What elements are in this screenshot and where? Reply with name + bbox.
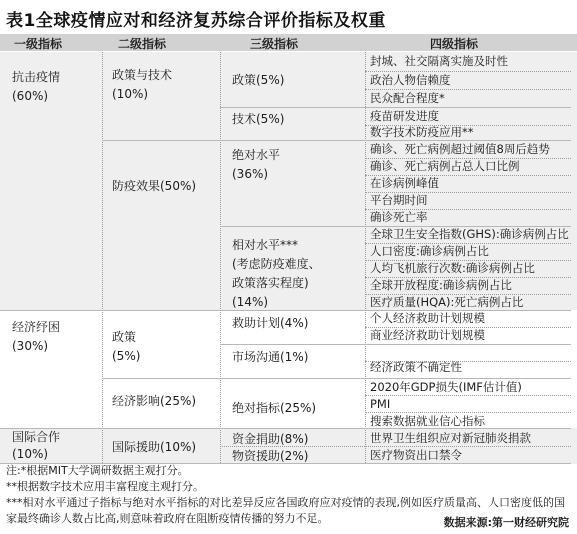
level3-cell: 绝对水平 (36%) bbox=[232, 148, 281, 181]
level4-cell: 经济政策不确定性 bbox=[370, 360, 462, 374]
level4-cell: 医疗质量(HQA):死亡病例占比 bbox=[370, 295, 524, 309]
header-level2: 二级指标 bbox=[118, 37, 167, 51]
level3-cell: 相对水平*** (考虑防疫难度、 政策落实程度) (14%) bbox=[232, 238, 321, 309]
level4-cell: 数字技术防疫应用** bbox=[370, 125, 474, 139]
level3-cell: 政策(5%) bbox=[232, 73, 285, 87]
level3-cell: 市场沟通(1%) bbox=[232, 350, 309, 364]
level2-cell: 国际援助(10%) bbox=[112, 440, 197, 454]
level3-cell: 资金捐助(8%) bbox=[232, 432, 309, 446]
level4-cell: 全球开放程度:确诊病例占比 bbox=[370, 278, 512, 292]
level4-cell: 在诊病例峰值 bbox=[370, 176, 439, 190]
column-divider bbox=[365, 52, 366, 463]
level4-cell: 搜索数据就业信心指标 bbox=[370, 414, 485, 428]
level2-cell: 政策 (5%) bbox=[112, 330, 141, 363]
level1-name: 国际合作 bbox=[12, 430, 61, 444]
level4-cell: 封城、社交隔离实施及时性 bbox=[370, 54, 508, 68]
header-level3: 三级指标 bbox=[250, 37, 299, 51]
footnote: **根据数字技术应用丰富程度主观打分。 bbox=[6, 480, 204, 493]
table-title: 表1全球疫情应对和经济复苏综合评价指标及权重 bbox=[6, 11, 386, 31]
level2-cell: 防疫效果(50%) bbox=[112, 179, 197, 193]
table-header-row bbox=[0, 34, 577, 51]
level4-cell: 全球卫生安全指数(GHS):确诊病例占比 bbox=[370, 227, 569, 241]
level2-cell: 经济影响(25%) bbox=[112, 394, 197, 408]
level2-cell: 政策与技术 (10%) bbox=[112, 68, 173, 101]
level4-cell: 确诊死亡率 bbox=[370, 210, 428, 224]
level3-cell: 绝对指标(25%) bbox=[232, 401, 317, 415]
level4-cell: 2020年GDP损失(IMF估计值) bbox=[370, 380, 522, 394]
level4-cell: 政治人物信赖度 bbox=[370, 73, 451, 87]
footnote: ***相对水平通过子指标与绝对水平指标的对比差异反应各国政府应对疫情的表现,例如医疗质量高、人口密度低的国家最终确诊人数占比高,则意味着政府在阻断疫情传播的努力不足。 bbox=[6, 496, 565, 525]
level4-cell: PMI bbox=[370, 397, 391, 411]
level4-cell: 医疗物资出口禁令 bbox=[370, 448, 462, 462]
level3-cell: 救助计划(4%) bbox=[232, 316, 309, 330]
column-divider bbox=[102, 52, 103, 463]
footnote: 注:*根据MIT大学调研数据主观打分。 bbox=[6, 464, 189, 477]
level1-weight: (10%) bbox=[12, 447, 49, 461]
level3-cell: 技术(5%) bbox=[232, 112, 285, 126]
level4-cell: 商业经济救助计划规模 bbox=[370, 328, 485, 342]
level4-cell: 疫苗研发进度 bbox=[370, 109, 439, 123]
header-level1: 一级指标 bbox=[14, 37, 63, 51]
level4-cell: 世界卫生组织应对新冠肺炎捐款 bbox=[370, 431, 531, 445]
level3-cell: 物资援助(2%) bbox=[232, 449, 309, 463]
level1-name: 经济纾困 bbox=[12, 320, 61, 334]
level4-cell: 确诊、死亡病例占总人口比例 bbox=[370, 159, 520, 173]
data-source: 数据来源:第一财经研究院 bbox=[443, 516, 569, 529]
column-divider bbox=[220, 52, 221, 463]
level4-cell: 个人经济救助计划规模 bbox=[370, 311, 485, 325]
level4-cell: 平台期时间 bbox=[370, 193, 428, 207]
header-level4: 四级指标 bbox=[430, 37, 479, 51]
level4-cell: 人均飞机旅行次数:确诊病例占比 bbox=[370, 261, 535, 275]
level4-cell: 确诊、死亡病例超过阈值8周后趋势 bbox=[370, 142, 550, 156]
level4-cell: 民众配合程度* bbox=[370, 91, 445, 105]
level4-cell: 人口密度:确诊病例占比 bbox=[370, 244, 489, 258]
level1-name: 抗击疫情 bbox=[12, 70, 61, 84]
level1-weight: (30%) bbox=[12, 339, 49, 353]
level1-weight: (60%) bbox=[12, 89, 49, 103]
